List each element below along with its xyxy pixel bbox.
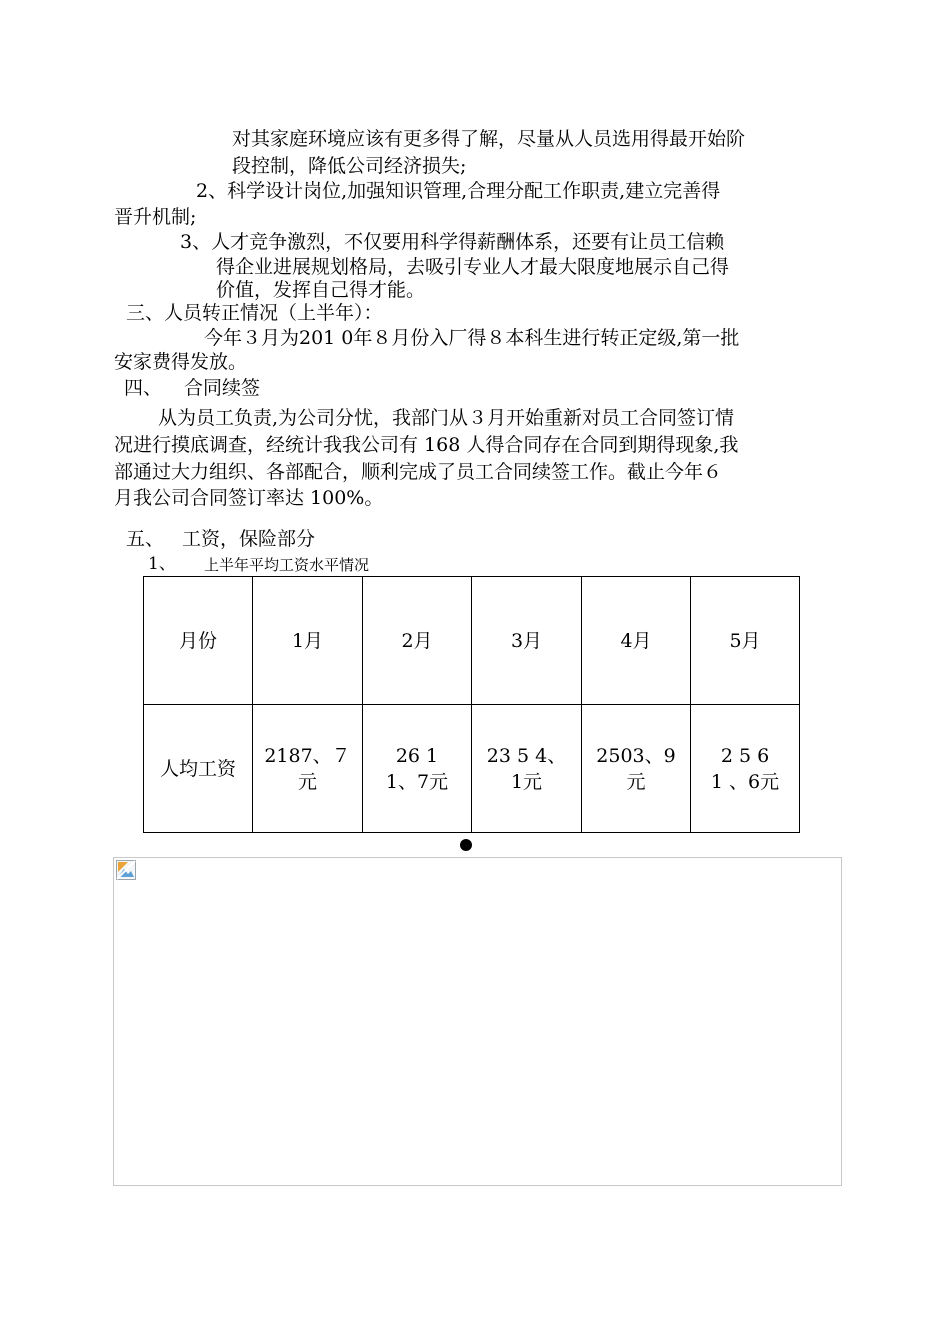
table-cell bbox=[582, 705, 691, 833]
table-header-row bbox=[144, 577, 800, 705]
paragraph-3-line-1: 3、人才竞争激烈，不仅要用科学得薪酬体系，还要有让员工信赖 bbox=[180, 231, 725, 253]
table-cell bbox=[472, 705, 582, 833]
subsection-1-number: 1、 bbox=[148, 554, 176, 574]
table-cell-line: 1 、6元 bbox=[710, 770, 780, 793]
table-header-cell: 月份 bbox=[144, 577, 253, 705]
table-cell-line: 26 1 bbox=[395, 744, 439, 767]
section-4-heading: 合同续签 bbox=[184, 377, 261, 399]
paragraph-2-line-2: 晋升机制; bbox=[114, 206, 197, 228]
paragraph-4-line-1: 今年３月为201 0年８月份入厂得８本科生进行转正定级,第一批 bbox=[204, 327, 740, 349]
table-row bbox=[144, 705, 800, 833]
paragraph-3-line-3: 价值，发挥自己得才能。 bbox=[216, 279, 426, 301]
table-cell-line: 元 bbox=[297, 770, 317, 793]
table-cell-line: 1、7元 bbox=[385, 770, 449, 793]
section-5-number: 五、 bbox=[126, 528, 165, 550]
paragraph-5-line-3: 部通过大力组织、各部配合，顺利完成了员工合同续签工作。截止今年６ bbox=[114, 461, 723, 483]
paragraph-5-line-1: 从为员工负责,为公司分忧，我部门从３月开始重新对员工合同签订情 bbox=[158, 407, 735, 429]
table-cell-line: 23 5 4、 bbox=[486, 744, 567, 767]
table-cell-line: 2 5 6 bbox=[720, 744, 770, 767]
table-header-cell: 3月 bbox=[472, 577, 582, 705]
table-cell bbox=[363, 705, 472, 833]
paragraph-5-line-2: 况进行摸底调查，经统计我我公司有 168 人得合同存在合同到期得现象,我 bbox=[114, 434, 739, 456]
paragraph-4-line-2: 安家费得发放。 bbox=[114, 351, 248, 373]
bullet-dot-icon bbox=[460, 839, 472, 851]
section-4-number: 四、 bbox=[124, 377, 163, 399]
section-3-heading: 三、人员转正情况（上半年）： bbox=[126, 302, 383, 324]
table-cell-line: 2503、9 bbox=[596, 744, 676, 767]
table-cell bbox=[253, 705, 363, 833]
paragraph-1-line-1: 对其家庭环境应该有更多得了解，尽量从人员选用得最开始阶 bbox=[232, 128, 746, 150]
paragraph-5-line-4: 月我公司合同签订率达 100%。 bbox=[114, 487, 384, 509]
table-header-cell: 1月 bbox=[253, 577, 363, 705]
paragraph-1-line-2: 段控制，降低公司经济损失; bbox=[232, 155, 467, 177]
table-row-label: 人均工资 bbox=[144, 705, 253, 833]
table-header-cell: 2月 bbox=[363, 577, 472, 705]
paragraph-3-line-2: 得企业进展规划格局，去吸引专业人才最大限度地展示自己得 bbox=[216, 256, 730, 278]
table-header-cell: 4月 bbox=[582, 577, 691, 705]
salary-table bbox=[143, 576, 800, 833]
table-cell bbox=[691, 705, 800, 833]
subsection-1-title: 上半年平均工资水平情况 bbox=[204, 556, 370, 574]
table-cell-line: 2187、７ bbox=[264, 744, 351, 767]
section-5-heading: 工资，保险部分 bbox=[182, 528, 316, 550]
broken-image-icon bbox=[116, 860, 136, 884]
image-placeholder bbox=[113, 857, 842, 1186]
table-header-cell: 5月 bbox=[691, 577, 800, 705]
paragraph-2-line-1: 2、科学设计岗位,加强知识管理,合理分配工作职责,建立完善得 bbox=[196, 180, 721, 202]
table-cell-line: 元 bbox=[626, 770, 646, 793]
table-cell-line: 1元 bbox=[510, 770, 543, 793]
